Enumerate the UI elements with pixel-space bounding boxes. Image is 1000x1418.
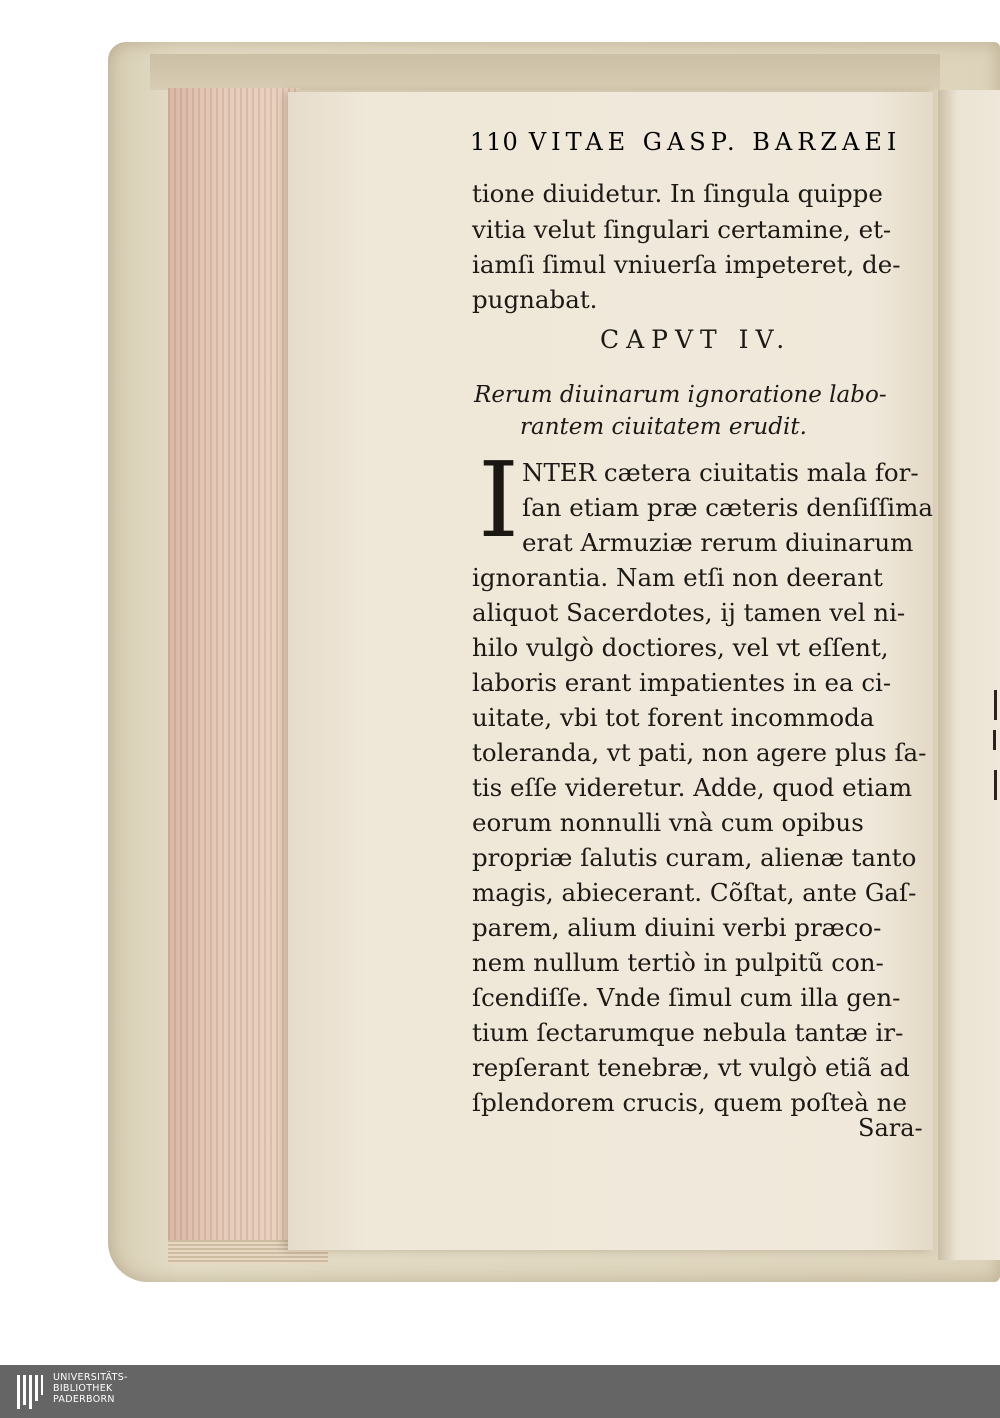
text-line: eorum nonnulli vnà cum opibus [472,808,864,837]
text-line: magis, abiecerant. Cõſtat, ante Gaſ- [472,878,917,907]
text-line: iamſi ſimul vniuerſa impeteret, de- [472,250,901,279]
catchword: Sara- [858,1114,923,1142]
text-line: erat Armuziæ rerum diuinarum [522,528,914,557]
page-number: 110 [470,128,519,156]
running-title: VITAE GASP. BARZAEI [528,128,902,156]
cover-top-edge [150,54,940,90]
text-line: repſerant tenebræ, vt vulgò etiã ad [472,1053,910,1082]
text-line: nem nullum tertiò in pulpitũ con- [472,948,884,977]
library-logo-icon [16,1373,44,1411]
facing-page-edge [938,90,1000,1260]
text-line: ignorantia. Nam etſi non deerant [472,563,883,592]
text-line: NTER cætera ciuitatis mala for- [522,458,919,487]
text-line: aliquot Sacerdotes, ij tamen vel ni- [472,598,906,627]
library-name-line: PADERBORN [53,1394,115,1405]
text-line: ſplendorem crucis, quem poſteà ne [472,1088,907,1117]
text-line: toleranda, vt pati, non agere plus ſa- [472,738,927,767]
chapter-summary-line: rantem ciuitatem erudit. [520,414,807,440]
text-line: laboris erant impatientes in ea ci- [472,668,892,697]
text-line: hilo vulgò doctiores, vel vt eſſent, [472,633,889,662]
text-line: tis eſſe videretur. Adde, quod etiam [472,773,913,802]
text-line: propriæ ſalutis curam, alienæ tanto [472,843,917,872]
library-name-line: UNIVERSITÄTS- [53,1372,128,1383]
text-line: ſan etiam præ cæteris denſiſſima [522,493,933,522]
text-line: uitate, vbi tot forent incommoda [472,703,875,732]
library-name-line: BIBLIOTHEK [53,1383,113,1394]
text-line: ſcendiſſe. Vnde ſimul cum illa gen- [472,983,901,1012]
text-line: tium ſectarumque nebula tantæ ir- [472,1018,904,1047]
chapter-summary-line: Rerum diuinarum ignoratione labo- [474,382,887,408]
chapter-heading: CAPVT IV. [600,325,792,354]
text-line: pugnabat. [472,285,598,314]
running-header [470,128,910,168]
library-footer [0,1365,1000,1418]
text-line: vitia velut ſingulari certamine, et- [472,215,892,244]
page-block-edge [168,88,300,1258]
drop-initial: I [478,439,520,561]
library-name [53,1372,173,1405]
text-line: parem, alium diuini verbi præco- [472,913,882,942]
facing-page-ink-marks [988,690,1000,810]
text-line: tione diuidetur. In ſingula quippe [472,179,883,208]
